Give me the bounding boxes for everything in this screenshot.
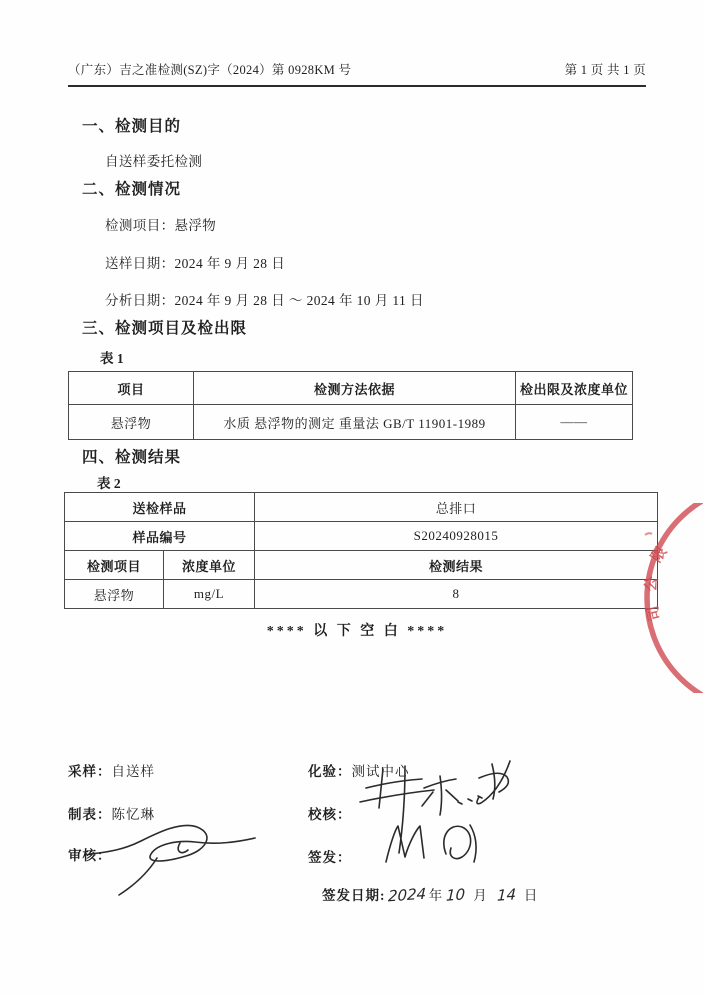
section-2-title: 二、检测情况 [82, 181, 182, 198]
sample-name-value: 总排口 [255, 493, 658, 522]
cell-unit: mg/L [164, 580, 255, 609]
sample-name-label: 送检样品 [65, 493, 255, 522]
sample-id-label: 样品编号 [65, 522, 255, 551]
test-item-line: 检测项目：悬浮物 [105, 218, 217, 233]
lab-label: 化验： [308, 764, 352, 779]
table-row [69, 405, 633, 440]
seal-fragment [645, 533, 652, 535]
tabulation-value: 陈忆琳 [111, 807, 155, 822]
below-blank-note: **** 以 下 空 白 **** [266, 624, 448, 639]
issue-label: 签发： [308, 850, 352, 865]
table-row [65, 522, 658, 551]
analysis-date-line: 分析日期：2024 年 9 月 28 日 ～ 2024 年 10 月 11 日 [105, 293, 424, 308]
col-header-method: 检测方法依据 [194, 372, 516, 405]
result-table [64, 492, 658, 609]
review-signature [85, 812, 270, 897]
day-unit: 日 [523, 888, 538, 903]
sampling-line [68, 760, 155, 780]
check-line [308, 803, 352, 823]
handwritten-day: 14 [496, 885, 517, 905]
col-header-unit: 浓度单位 [164, 551, 255, 580]
issue-signature [378, 816, 513, 878]
table-row [69, 372, 633, 405]
table-row [65, 580, 658, 609]
col-header-item: 项目 [69, 372, 194, 405]
year-unit: 年 [428, 888, 443, 903]
seal-arc [647, 503, 703, 693]
table-1-label: 表 1 [100, 351, 124, 366]
col-header-item: 检测项目 [65, 551, 164, 580]
issue-line [308, 846, 352, 866]
seal-char: 公 [642, 574, 662, 593]
cell-result: 8 [255, 580, 658, 609]
section-1-title: 一、检测目的 [82, 118, 182, 135]
col-header-result: 检测结果 [255, 551, 658, 580]
col-header-limit: 检出限及浓度单位 [516, 372, 633, 405]
month-unit: 月 [473, 888, 487, 903]
sampling-value: 自送样 [111, 764, 155, 779]
sample-date-line: 送样日期：2024 年 9 月 28 日 [105, 256, 286, 271]
method-table [68, 371, 633, 440]
cell-method: 水质 悬浮物的测定 重量法 GB/T 11901-1989 [194, 405, 516, 440]
lab-value: 测试中心 [351, 764, 410, 779]
table-2-label: 表 2 [97, 476, 121, 491]
seal-char: 司 [644, 603, 665, 623]
page-header [68, 60, 646, 87]
issue-date-line [322, 884, 537, 904]
handwritten-year: 2024 [387, 884, 426, 906]
section-1-body: 自送样委托检测 [105, 154, 203, 169]
check-label: 校核： [308, 807, 352, 822]
cell-item: 悬浮物 [65, 580, 164, 609]
sampling-label: 采样： [68, 764, 112, 779]
table-row [65, 493, 658, 522]
seal-char: 限 [647, 543, 671, 566]
issue-date-label: 签发日期: [322, 888, 386, 903]
table-row [65, 551, 658, 580]
section-3-title: 三、检测项目及检出限 [82, 320, 248, 337]
page-indicator: 第 1 页 共 1 页 [564, 63, 646, 77]
section-4-title: 四、检测结果 [82, 449, 182, 466]
handwritten-month: 10 [445, 885, 466, 905]
red-seal-stamp [633, 503, 703, 693]
cell-limit: —— [516, 405, 633, 440]
review-label: 审核： [68, 848, 112, 863]
document-number: （广东）吉之准检测(SZ)字（2024）第 0928KM 号 [68, 63, 352, 77]
tabulation-label: 制表： [68, 807, 112, 822]
sample-id-value: S20240928015 [255, 522, 658, 551]
cell-item: 悬浮物 [69, 405, 194, 440]
